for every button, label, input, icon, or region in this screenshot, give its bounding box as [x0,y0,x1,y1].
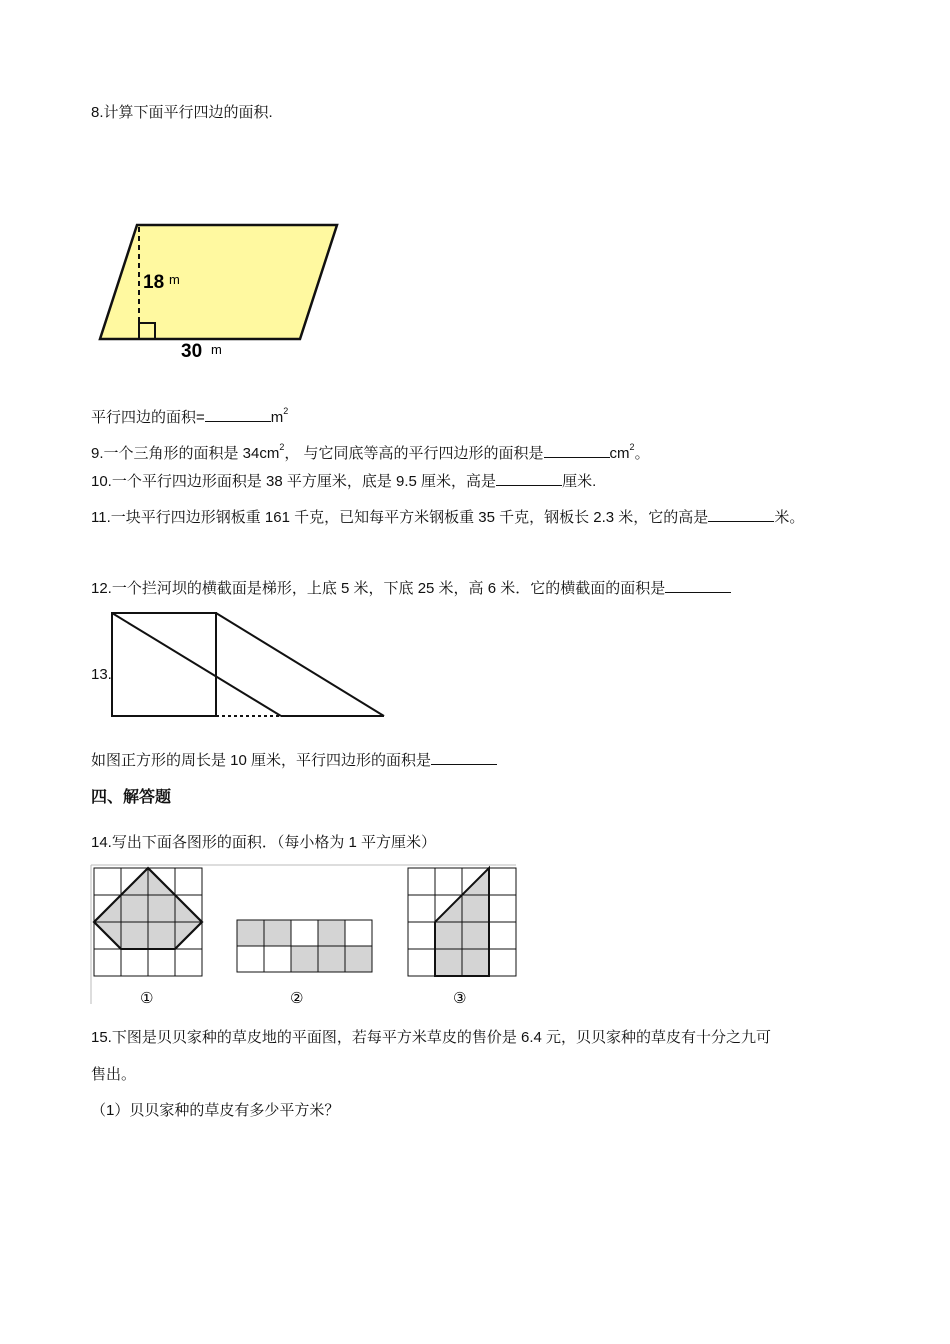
figure-label-1: ① [140,990,154,1007]
q9-prefix: 9.一个三角形的面积是 34cm [91,445,280,462]
base-unit: m [211,342,222,357]
parallelogram-top-edge [216,613,384,716]
q12-body: 12.一个拦河坝的横截面是梯形，上底 5 米，下底 25 米，高 6 米．它的横截面的面积是 [91,580,666,597]
q12-text [91,578,731,600]
q15-sub1: （1）贝贝家种的草皮有多少平方米？ [91,1102,340,1119]
q9-suffix: 。 [634,445,650,462]
q9-middle: ， 与它同底等高的平行四边形的面积是 [284,445,544,462]
q8-answer-sup: 2 [283,406,289,416]
answer-blank[interactable] [431,750,497,765]
grid-figure-2 [237,920,372,972]
answer-blank[interactable] [665,578,731,593]
q11-text [91,507,804,529]
height-label: 18 [143,272,165,293]
answer-blank[interactable] [205,407,271,422]
q11-prefix: 11.一块平行四边形钢板重 161 千克，已知每平方米钢板重 35 千克，钢板长 2.3 米，它的高是 [91,509,709,526]
q8-answer-unit: m [270,409,284,426]
answer-blank[interactable] [544,443,610,458]
q10-suffix: 厘米. [562,473,597,490]
q9-sup: 2 [279,442,285,452]
parallelogram-shape [100,225,337,339]
figure-label-2: ② [290,990,304,1007]
q15-line2: 售出。 [91,1066,137,1083]
q10-prefix: 10.一个平行四边形面积是 38 平方厘米，底是 9.5 厘米，高是 [91,473,497,490]
q13-body: 如图正方形的周长是 10 厘米，平行四边形的面积是 [91,752,432,769]
q15-line1: 15.下图是贝贝家种的草皮地的平面图，若每平方米草皮的售价是 6.4 元，贝贝家种的草皮有十分之九可 [91,1029,772,1046]
q14-text: 14.写出下面各图形的面积．（每小格为 1 平方厘米） [91,834,437,851]
q9-unit-sup: 2 [629,442,635,452]
parallelogram-figure [95,220,355,370]
grid-figure-3 [408,868,516,976]
q8-text: 8.计算下面平行四边的面积. [91,104,273,121]
section-heading: 四、解答题 [91,789,172,806]
q13-text [91,750,497,772]
grid-figure-1 [94,868,202,976]
figure-label-3: ③ [453,990,467,1007]
height-unit: m [169,272,180,287]
answer-blank[interactable] [708,507,774,522]
q13-number: 13. [91,666,112,683]
parallelogram-left-edge [112,613,281,716]
q8-answer [91,400,288,429]
answer-blank[interactable] [496,471,562,486]
base-label: 30 [181,341,203,362]
q9-unit: cm [609,445,630,462]
q9-text [91,436,650,465]
q8-answer-prefix: 平行四边的面积= [91,409,205,426]
q11-suffix: 米。 [774,509,805,526]
grid-figures [90,864,520,1009]
q10-text [91,471,596,493]
square-parallelogram-figure [111,612,391,722]
square-shape [112,613,216,716]
